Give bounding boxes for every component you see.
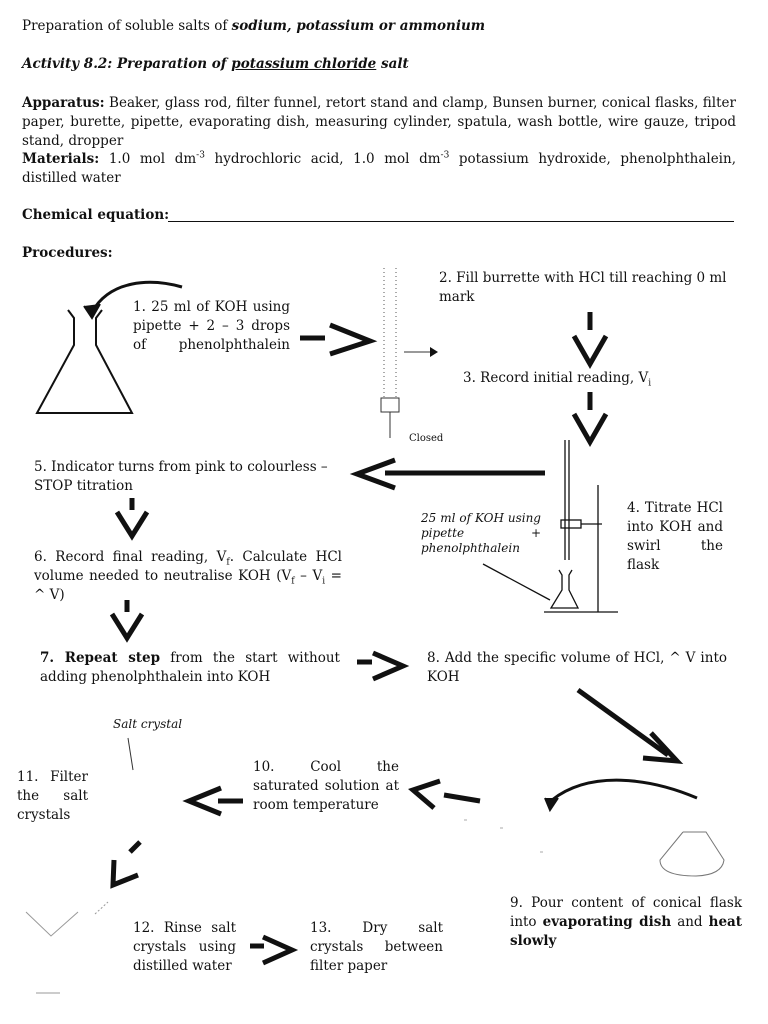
step-4: 4. Titrate HCl into KOH and swirl the flask	[627, 500, 723, 573]
arrow-left-icon	[413, 781, 480, 808]
conical-flask-icon	[37, 310, 132, 413]
step-10: 10. Cool the saturated solution at room temperature	[253, 759, 399, 813]
step-7: 7. Repeat step from the start without adding phenolphthalein into KOH	[40, 650, 340, 685]
materials-label: Materials:	[22, 151, 100, 167]
arrow-diagonal-icon	[113, 842, 140, 885]
curved-pour-arrow	[552, 780, 697, 800]
activity-title: Activity 8.2: Preparation of potassium chloride salt	[22, 56, 409, 72]
arrow-down-icon	[574, 392, 606, 442]
chemical-equation-label: Chemical equation:	[22, 207, 170, 223]
step-9: 9. Pour content of conical flask into evaporating dish and heat slowly	[510, 895, 743, 949]
step-2: 2. Fill burrette with HCl till reaching 0 ml mark	[439, 270, 727, 305]
arrow-diagonal-icon	[578, 690, 677, 761]
step-12: 12. Rinse salt crystals using distilled water	[133, 920, 236, 974]
arrow-down-icon	[574, 312, 606, 364]
step-5: 5. Indicator turns from pink to colourless – STOP titration	[34, 459, 328, 494]
koh-flask-note: 25 ml of KOH using pipette + phenolphthalein	[421, 511, 541, 555]
step-1: 1. 25 ml of KOH using pipette + 2 – 3 drops of phenolphthalein	[133, 299, 290, 353]
arrow-down-icon	[117, 498, 147, 536]
chemical-equation-blank[interactable]	[168, 221, 734, 222]
faint-marks	[464, 820, 543, 852]
salt-types: sodium, potassium or ammonium	[231, 18, 486, 34]
arrow-right-icon	[357, 653, 403, 679]
apparatus-label: Apparatus:	[22, 95, 105, 111]
arrow-left-icon	[189, 788, 243, 814]
burette-icon	[381, 268, 436, 438]
salt-crystal-label: Salt crystal	[113, 717, 183, 731]
arrow-down-icon	[112, 600, 142, 638]
step-8: 8. Add the specific volume of HCl, ^ V into KOH	[427, 650, 727, 685]
arrow-left-icon	[357, 460, 545, 488]
filter-funnel-icon	[26, 902, 108, 993]
step-13: 13. Dry salt crystals between filter paper	[310, 920, 443, 974]
page-heading: Preparation of soluble salts of sodium, potassium or ammonium	[22, 18, 486, 34]
step-11: 11. Filter the salt crystals	[17, 769, 88, 823]
step-3: 3. Record initial reading, $V_i$	[463, 370, 652, 389]
valve-closed-label: Closed	[409, 433, 444, 444]
evaporating-dish-icon	[660, 832, 724, 876]
arrow-right-icon	[300, 325, 370, 354]
materials-paragraph: Materials: 1.0 mol $dm^{-3}$ hydrochloric acid, 1.0 mol $dm^{-3}$ potassium hydroxide, phenolphthalein, distilled water	[22, 150, 736, 186]
salt-crystal-pointer	[128, 738, 133, 770]
apparatus-paragraph: Apparatus: Beaker, glass rod, filter funnel, retort stand and clamp, Bunsen burner, conical flasks, filter paper, burette, pipette, evaporating dish, measuring cylinder, spatula, wash bottle, wire gauze, tripod stand, dropper	[22, 95, 736, 149]
procedures-label: Procedures:	[22, 245, 113, 261]
arrow-right-icon	[250, 937, 292, 963]
step-6: 6. Record final reading, $V_f$. Calculate HCl volume needed to neutralise KOH ($V_f - V_i$ = ^ V)	[34, 549, 342, 603]
